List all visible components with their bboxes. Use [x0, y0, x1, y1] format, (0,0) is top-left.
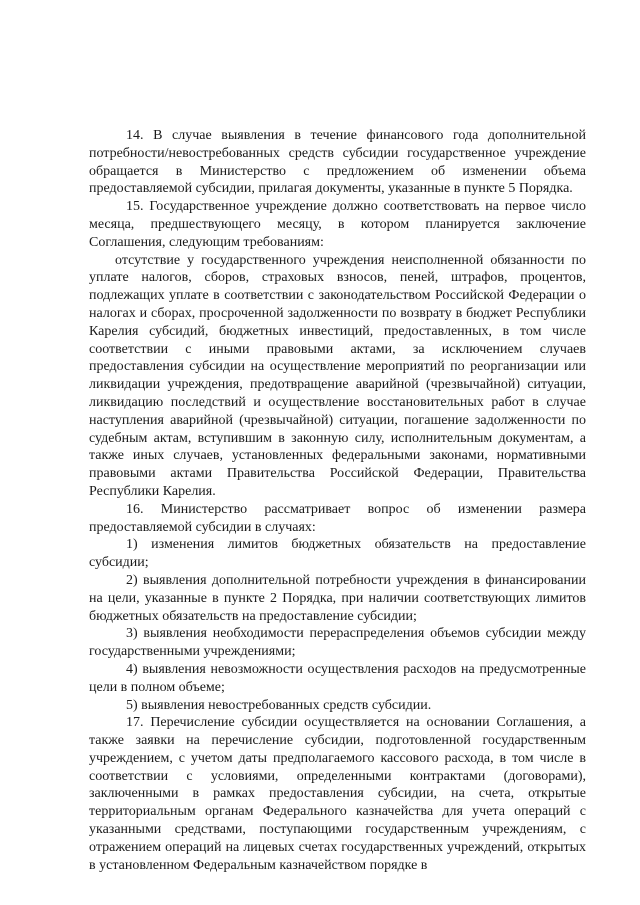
paragraph-16-item-1: 1) изменения лимитов бюджетных обязательств на предоставление субсидии;: [89, 537, 586, 571]
paragraph-14: 14. В случае выявления в течение финансового года дополнительной потребности/невостребованных средств субсидии государственное учреждение обращается в Министерство с предложением об изменении объема предоставляемой субсидии, прилагая документы, указанные в пункте 5 Порядка.: [89, 128, 586, 197]
paragraph-16-item-4: 4) выявления невозможности осуществления расходов на предусмотренные цели в полном объеме;: [89, 661, 586, 695]
paragraph-16-item-3: 3) выявления необходимости перераспределения объемов субсидии между государственными учреждениями;: [89, 626, 586, 660]
paragraph-16-item-5: 5) выявления невостребованных средств субсидии.: [126, 697, 432, 713]
paragraph-15-requirement: отсутствие у государственного учреждения неисполненной обязанности по уплате налогов, сборов, страховых взносов, пеней, штрафов, процентов, подлежащих уплате в соответствии с законодательством Российской Федерации о налогах и сборах, просроченной задолженности по возврату в бюджет Республики Карелия субсидий, бюджетных инвестиций, предоставленных, в том числе соответствии с иными правовыми актами, за исключением случаев предоставления субсидии на осуществление мероприятий по реорганизации или ликвидации учреждения, предотвращение аварийной (чрезвычайной) ситуации, ликвидацию последствий и осуществление восстановительных работ в случае наступления аварийной (чрезвычайной) ситуации, погашение задолженности по судебным актам, вступившим в законную силу, исполнительным документам, а также иных случаев, установленных федеральными законами, нормативными правовыми актами Правительства Российской Федерации, Правительства Республики Карелия.: [89, 252, 586, 499]
paragraph-16-item-2: 2) выявления дополнительной потребности учреждения в финансировании на цели, указанные в пункте 2 Порядка, при наличии соответствующих лимитов бюджетных обязательств на предоставление субсидии;: [89, 572, 586, 624]
paragraph-15: 15. Государственное учреждение должно соответствовать на первое число месяца, предшествующего месяцу, в котором планируется заключение Соглашения, следующим требованиям:: [89, 199, 586, 250]
paragraph-17: 17. Перечисление субсидии осуществляется на основании Соглашения, а также заявки на перечисление субсидии, подготовленной государственным учреждением, с учетом даты предполагаемого кассового расхода, в том числе в соответствии с условиями, определенными контрактами (договорами), заключенными в рамках предоставления субсидии, на счета, открытые территориальным органам Федерального казначейства для учета операций с указанными средствами, поступающими государственным учреждениям, с отражением операций на лицевых счетах государственных учреждений, открытых в установленном Федеральным казначейством порядке в: [89, 715, 586, 873]
document-body: [89, 127, 586, 874]
paragraph-16: 16. Министерство рассматривает вопрос об изменении размера предоставляемой субсидии в случаях:: [89, 501, 586, 535]
